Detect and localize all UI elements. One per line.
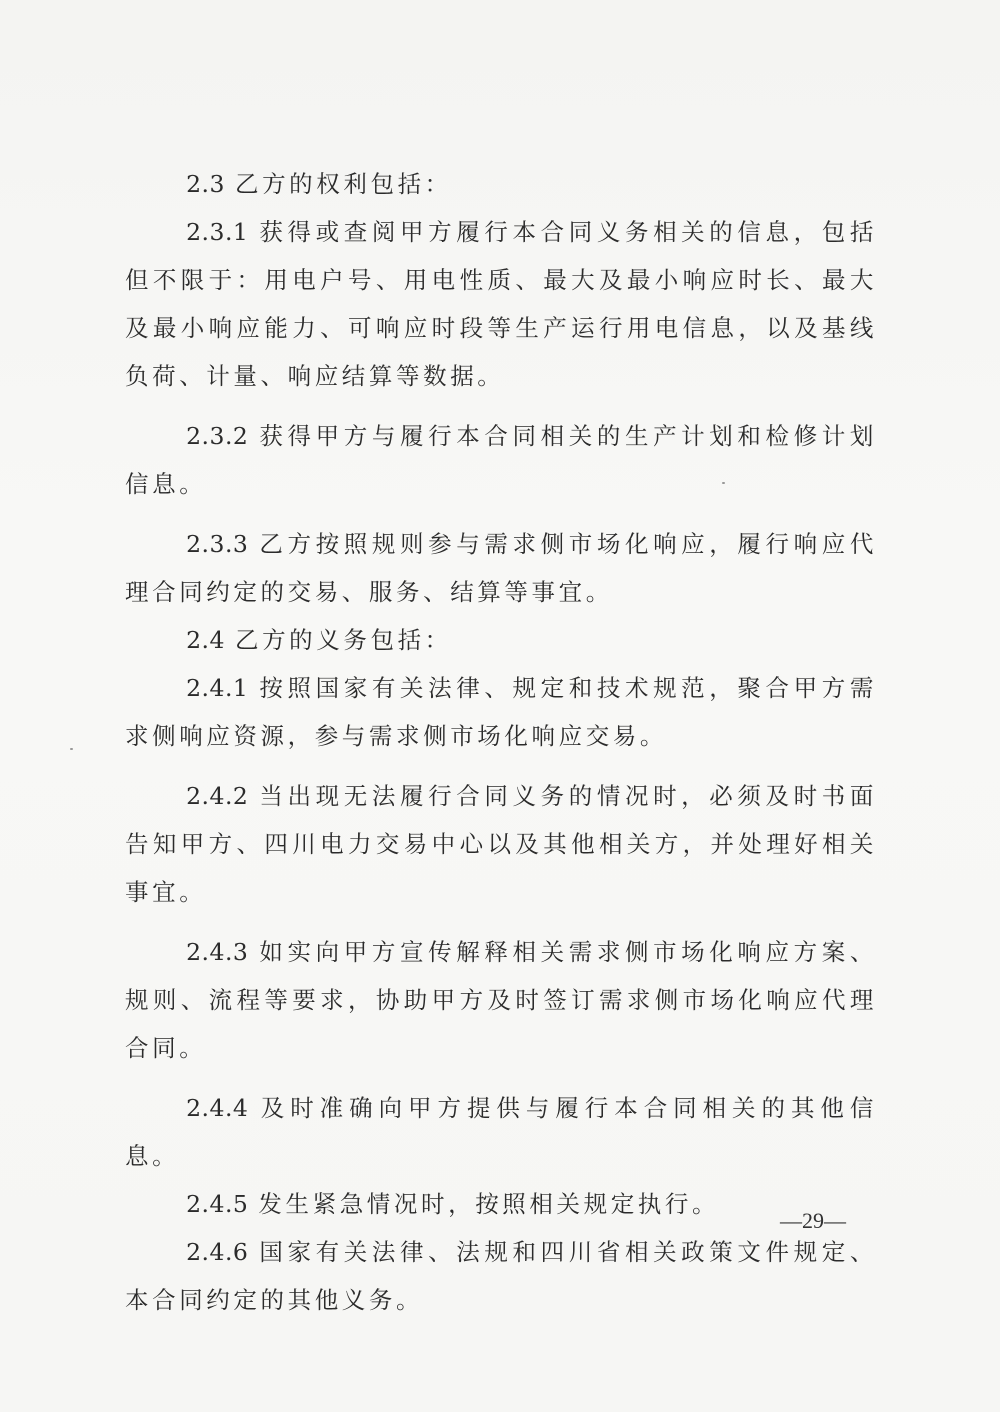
document-body	[125, 160, 877, 1324]
clause-2-4-3	[125, 928, 877, 1072]
clause-text: 及时准确向甲方提供与履行本合同相关的其他信息。	[125, 1094, 877, 1170]
scan-speck	[70, 748, 73, 750]
clause-number: 2.4.2	[186, 782, 249, 810]
clause-text: 当出现无法履行合同义务的情况时，必须及时书面告知甲方、四川电力交易中心以及其他相关方，并处理好相关事宜。	[125, 782, 877, 906]
clause-number: 2.4.4	[186, 1094, 249, 1122]
clause-2-4-6	[125, 1228, 877, 1324]
clause-2-4-5	[125, 1180, 877, 1228]
clause-text: 获得或查阅甲方履行本合同义务相关的信息，包括但不限于：用电户号、用电性质、最大及最小响应时长、最大及最小响应能力、可响应时段等生产运行用电信息，以及基线负荷、计量、响应结算等数据。	[125, 218, 877, 390]
clause-number: 2.3	[186, 170, 225, 198]
clause-2-4-1	[125, 664, 877, 760]
clause-text: 获得甲方与履行本合同相关的生产计划和检修计划信息。	[125, 422, 877, 498]
page-number: —29—	[780, 1208, 846, 1233]
clause-2-3-2	[125, 412, 877, 508]
clause-2-3-3	[125, 520, 877, 616]
clause-number: 2.3.1	[186, 218, 249, 246]
clause-text: 按照国家有关法律、规定和技术规范，聚合甲方需求侧响应资源，参与需求侧市场化响应交易。	[125, 674, 877, 750]
clause-text: 国家有关法律、法规和四川省相关政策文件规定、本合同约定的其他义务。	[125, 1238, 877, 1314]
clause-2-4-2	[125, 772, 877, 916]
clause-2-3-1	[125, 208, 877, 400]
clause-number: 2.4.5	[186, 1190, 249, 1218]
clause-text: 如实向甲方宣传解释相关需求侧市场化响应方案、规则、流程等要求，协助甲方及时签订需求侧市场化响应代理合同。	[125, 938, 877, 1062]
clause-number: 2.4	[186, 626, 225, 654]
clause-2-3	[125, 160, 877, 208]
clause-2-4-4	[125, 1084, 877, 1180]
clause-number: 2.3.2	[186, 422, 249, 450]
clause-number: 2.4.6	[186, 1238, 249, 1266]
clause-number: 2.3.3	[186, 530, 249, 558]
clause-text: 乙方的权利包括：	[234, 170, 452, 198]
clause-text: 乙方的义务包括：	[234, 626, 452, 654]
clause-text: 发生紧急情况时，按照相关规定执行。	[258, 1190, 720, 1218]
clause-number: 2.4.3	[186, 938, 249, 966]
clause-text: 乙方按照规则参与需求侧市场化响应，履行响应代理合同约定的交易、服务、结算等事宜。	[125, 530, 877, 606]
clause-2-4	[125, 616, 877, 664]
clause-number: 2.4.1	[186, 674, 249, 702]
